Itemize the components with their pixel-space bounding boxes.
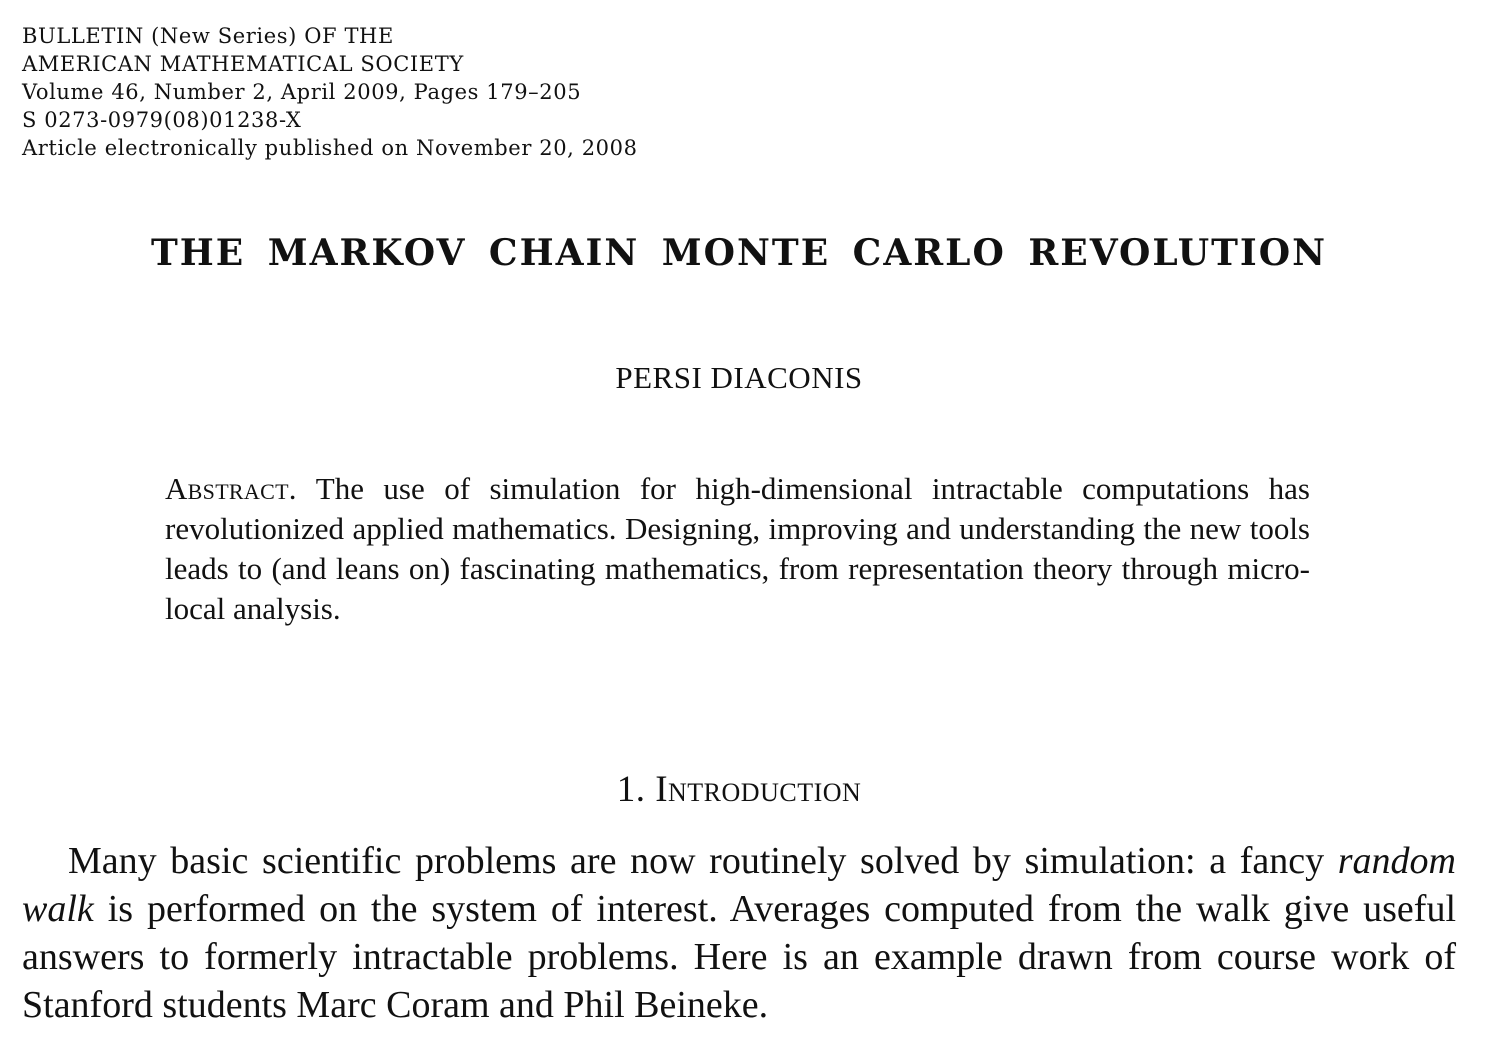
paper-title: THE MARKOV CHAIN MONTE CARLO REVOLUTION [150, 232, 1328, 274]
volume-info: Volume 46, Number 2, April 2009, Pages 179–205 [22, 80, 582, 104]
intro-emphasis: random walk [22, 840, 1456, 930]
journal-name-line-2: AMERICAN MATHEMATICAL SOCIETY [22, 52, 464, 76]
abstract [165, 469, 1310, 629]
section-title: Introduction [655, 769, 862, 810]
journal-name-line-1: BULLETIN (New Series) OF THE [22, 24, 394, 48]
author-name: PERSI DIACONIS [615, 360, 863, 395]
abstract-text: The use of simulation for high-dimensional intractable computations has revolutionized applied mathematics. Designing, improving and understanding the new tools leads to (and leans on) fascinating mathematics, from representation theory through micro-local analysis. [165, 471, 1310, 626]
intro-text-part1: Many basic scientific problems are now routinely solved by simulation: a fancy [68, 840, 1325, 882]
section-number: 1. [616, 769, 646, 810]
section-heading [0, 768, 1478, 811]
article-identifier: S 0273-0979(08)01238-X [22, 108, 302, 132]
publication-date: Article electronically published on November 20, 2008 [22, 136, 638, 160]
intro-text-part2: is performed on the system of interest. Averages computed from the walk give useful answers to formerly intractable problems. Here is an example drawn from course work of Stanford students Marc Coram and Phil Beineke. [22, 888, 1456, 1026]
intro-paragraph [22, 837, 1456, 1029]
journal-header [22, 22, 638, 162]
abstract-label: Abstract. [165, 471, 297, 506]
